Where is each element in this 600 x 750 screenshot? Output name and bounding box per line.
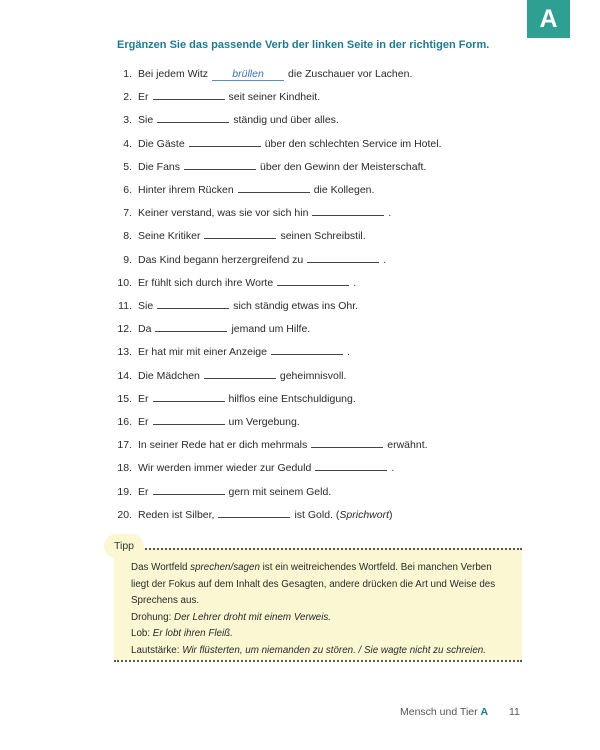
- exercise-item: [0, 112, 600, 128]
- exercise-number: 1.: [123, 68, 132, 80]
- exercise-sentence: [138, 89, 320, 105]
- sentence-start: Da: [138, 323, 152, 336]
- exercise-sentence: [138, 275, 356, 291]
- sentence-end: jemand um Hilfe.: [231, 323, 311, 336]
- answer-blank[interactable]: [204, 368, 276, 379]
- sentence-end: die Kollegen.: [313, 184, 375, 196]
- exercise-number: 8.: [123, 230, 132, 243]
- exercise-item: [0, 344, 600, 360]
- page-number: 11: [509, 706, 520, 718]
- sentence-end: die Zuschauer vor Lachen.: [288, 68, 413, 80]
- sentence-end: ist Gold.: [294, 508, 333, 521]
- exercise-sentence: [138, 205, 391, 221]
- exercise-item: [0, 66, 600, 82]
- exercise-sentence: [138, 391, 356, 407]
- exercise-sentence: [138, 484, 331, 500]
- sentence-start: Sie: [138, 300, 154, 312]
- sentence-end: .: [353, 276, 357, 289]
- exercise-item: [0, 460, 600, 476]
- answer-blank[interactable]: [311, 437, 383, 448]
- exercise-sentence: [138, 460, 394, 476]
- tipp-text: [131, 560, 511, 659]
- exercise-number: 6.: [123, 184, 132, 196]
- sentence-start: Wir werden immer wieder zur Geduld: [138, 462, 312, 475]
- answer-blank[interactable]: [157, 298, 229, 309]
- sentence-start: Die Gäste: [138, 137, 185, 150]
- sentence-end: hilflos eine Entschuldigung.: [228, 392, 356, 405]
- exercise-number: 17.: [117, 439, 132, 452]
- exercise-item: [0, 205, 600, 221]
- answer-blank[interactable]: [312, 205, 384, 216]
- section-tab: A: [527, 0, 570, 38]
- exercise-item: [0, 228, 600, 244]
- sentence-start: In seiner Rede hat er dich mehrmals: [138, 439, 308, 452]
- answer-blank[interactable]: [153, 484, 225, 495]
- exercise-sentence: [138, 136, 442, 152]
- answer-blank[interactable]: [271, 344, 343, 355]
- exercise-number: 3.: [123, 114, 132, 127]
- tipp-top-divider: [134, 548, 522, 550]
- exercise-item: [0, 391, 600, 407]
- exercise-sentence: [138, 159, 426, 175]
- exercise-number: 12.: [117, 323, 132, 336]
- sentence-end: um Vergebung.: [228, 416, 300, 428]
- tipp-example-praise: Lob: Er lobt ihren Fleiß.: [131, 628, 233, 639]
- sentence-end: über den schlechten Service im Hotel.: [264, 137, 442, 150]
- sentence-end: geheimnisvoll.: [279, 369, 347, 382]
- tipp-bottom-divider: [114, 660, 522, 662]
- exercise-number: 4.: [123, 137, 132, 150]
- answer-blank[interactable]: [218, 507, 290, 518]
- exercise-number: 2.: [123, 91, 132, 104]
- sentence-start: Er: [138, 416, 149, 428]
- exercise-sentence: [138, 321, 310, 337]
- answer-blank[interactable]: [189, 136, 261, 147]
- exercise-item: [0, 484, 600, 500]
- answer-blank[interactable]: [307, 252, 379, 263]
- exercise-item: [0, 414, 600, 430]
- exercise-sentence: [138, 112, 339, 128]
- tipp-line-1: Das Wortfeld sprechen/sagen ist ein weitreichendes Wortfeld. Bei manchen Verben: [131, 562, 492, 573]
- exercise-sentence: [138, 344, 350, 360]
- exercise-item: [0, 159, 600, 175]
- sentence-start: Das Kind begann herzergreifend zu: [138, 253, 304, 266]
- exercise-item: [0, 368, 600, 384]
- exercise-item: [0, 275, 600, 291]
- sentence-end: ständig und über alles.: [233, 114, 339, 127]
- sentence-end: über den Gewinn der Meisterschaft.: [260, 160, 427, 173]
- exercise-number: 7.: [123, 207, 132, 220]
- exercise-item: [0, 89, 600, 105]
- sentence-end: erwähnt.: [387, 439, 428, 452]
- exercise-number: 10.: [117, 276, 132, 289]
- exercise-number: 19.: [117, 485, 132, 498]
- exercise-sentence: [138, 66, 412, 82]
- exercise-item: [0, 136, 600, 152]
- answer-blank[interactable]: [153, 414, 225, 425]
- exercise-sentence: [138, 252, 386, 268]
- sentence-start: Reden ist Silber,: [138, 508, 215, 521]
- sentence-start: Seine Kritiker: [138, 230, 201, 243]
- exercise-sentence: Reden ist Silber, ist Gold. (Sprichwort): [138, 508, 393, 521]
- sentence-start: Er hat mir mit einer Anzeige: [138, 346, 267, 359]
- sentence-start: Hinter ihrem Rücken: [138, 184, 234, 196]
- exercise-item: [0, 298, 600, 314]
- sentence-end: .: [346, 346, 350, 359]
- exercise-number: 13.: [117, 346, 132, 359]
- sentence-end: seit seiner Kindheit.: [228, 91, 321, 104]
- sentence-end: .: [383, 253, 387, 266]
- exercise-number: 16.: [117, 416, 132, 428]
- tipp-example-volume: Lautstärke: Wir flüsterten, um niemanden zu stören. / Sie wagte nicht zu schreien.: [131, 644, 486, 656]
- exercise-item: [0, 507, 600, 523]
- answer-blank[interactable]: [204, 228, 276, 239]
- exercise-number: 5.: [123, 160, 132, 173]
- answer-blank[interactable]: [157, 112, 229, 123]
- sentence-start: Bei jedem Witz: [138, 68, 209, 80]
- answer-blank[interactable]: [153, 89, 225, 100]
- answer-blank[interactable]: [277, 275, 349, 286]
- tipp-example-threat: Drohung: Der Lehrer droht mit einem Verweis.: [131, 611, 332, 623]
- exercise-number: 11.: [118, 300, 132, 312]
- exercise-number: 18.: [117, 462, 132, 475]
- instruction-heading: Ergänzen Sie das passende Verb der linken Seite in der richtigen Form.: [117, 39, 490, 51]
- exercise-sentence: [138, 182, 374, 198]
- exercise-sentence: [138, 298, 358, 314]
- sentence-end: seinen Schreibstil.: [280, 230, 366, 243]
- exercise-sentence: [138, 368, 346, 384]
- exercise-item: [0, 321, 600, 337]
- answer-blank[interactable]: [184, 159, 256, 170]
- sentence-end: .: [391, 462, 395, 475]
- answer-blank[interactable]: [315, 460, 387, 471]
- answer-blank[interactable]: [238, 182, 310, 193]
- tipp-line-2: liegt der Fokus auf dem Inhalt des Gesagten, andere drücken die Art und Weise des: [131, 578, 496, 590]
- sentence-start: Er: [138, 91, 149, 104]
- sentence-end: sich ständig etwas ins Ohr.: [233, 300, 359, 312]
- sentence-start: Er fühlt sich durch ihre Worte: [138, 276, 274, 289]
- answer-blank[interactable]: [155, 321, 227, 332]
- exercise-number: 20.: [117, 508, 132, 521]
- sentence-start: Sie: [138, 114, 154, 127]
- footer-section: Mensch und Tier A: [400, 706, 489, 718]
- exercise-sentence: [138, 414, 300, 430]
- example-answer: brüllen: [212, 69, 284, 81]
- exercise-item: [0, 182, 600, 198]
- sentence-start: Die Fans: [138, 160, 181, 173]
- tipp-label: Tipp: [104, 534, 144, 558]
- exercise-sentence: [138, 437, 428, 453]
- sentence-start: Er: [138, 392, 149, 405]
- sentence-start: Die Mädchen: [138, 369, 200, 382]
- sentence-start: Er: [138, 485, 149, 498]
- answer-blank[interactable]: [153, 391, 225, 402]
- sentence-start: Keiner verstand, was sie vor sich hin: [138, 207, 309, 220]
- exercise-item: [0, 252, 600, 268]
- sentence-end: gern mit seinem Geld.: [228, 485, 332, 498]
- exercise-item: [0, 437, 600, 453]
- exercise-number: 9.: [123, 253, 132, 266]
- tipp-line-3: Sprechens aus.: [131, 595, 200, 606]
- sentence-end: .: [388, 207, 392, 220]
- exercise-sentence: [138, 228, 366, 244]
- exercise-number: 15.: [117, 392, 132, 405]
- exercise-number: 14.: [117, 369, 132, 382]
- sentence-note: Sprichwort: [339, 508, 390, 521]
